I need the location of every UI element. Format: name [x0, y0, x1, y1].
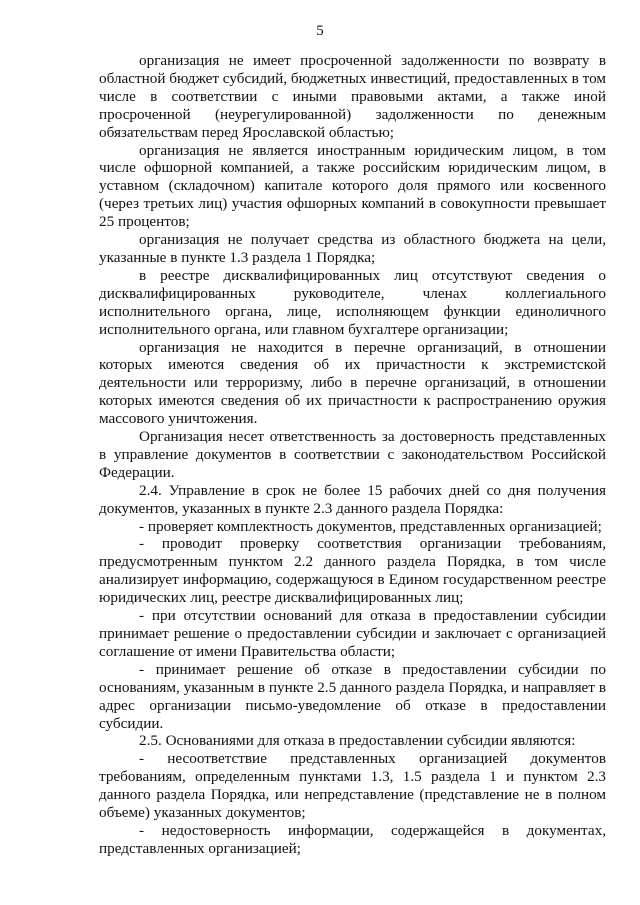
list-item-check-completeness: - проверяет комплектность документов, представленных организацией; [139, 517, 602, 535]
list-item-noncompliance: - несоответствие представленных организацией документов требованиям, определенным пунктами 1.3, 1.5 раздела 1 и пунктом 2.3 данного раздела Порядка, или непредставление (представление не в полном объеме) указанных документов; [99, 750, 606, 822]
list-item-check-compliance: - проводит проверку соответствия организации требованиям, предусмотренным пунктом 2.2 данного раздела Порядка, в том числе анализирует информацию, содержащуюся в Едином государственном реестре юридических лиц, реестре дисквалифицированных лиц; [99, 535, 606, 607]
paragraph-debt-condition: организация не имеет просроченной задолженности по возврату в областной бюджет субсидий, бюджетных инвестиций, предоставленных в том числе в соответствии с иными правовыми актами, а также иной просроченной (неурегулированной) задолженности по денежным обязательствам перед Ярославской областью; [99, 52, 606, 141]
paragraph-offshore-condition: организация не является иностранным юридическим лицом, в том числе офшорной компанией, а также российским юридическим лицом, в уставном (складочном) капитале которого доля прямого или косвенного (через третьих лиц) участия офшорных компаний в совокупности превышает 25 процентов; [99, 141, 606, 231]
page-number: 5 [316, 23, 324, 39]
list-item-refusal-decision: - принимает решение об отказе в предоставлении субсидии по основаниям, указанным в пункте 2.5 данного раздела Порядка, и направляет в адрес организации письмо-уведомление об отказе в предоставлении субсидии. [99, 660, 606, 732]
paragraph-budget-funds-condition: организация не получает средства из областного бюджета на цели, указанные в пункте 1.3 раздела 1 Порядка; [99, 231, 606, 266]
document-body [99, 52, 606, 858]
paragraph-clause-2-4: 2.4. Управление в срок не более 15 рабочих дней со дня получения документов, указанных в пункте 2.3 данного раздела Порядка: [99, 481, 606, 517]
paragraph-extremism-list: организация не находится в перечне организаций, в отношении которых имеются сведения об их причастности к экстремистской деятельности или терроризму, либо в перечне организаций, в отношении которых имеются сведения об их причастности к распространению оружия массового уничтожения. [99, 338, 606, 428]
paragraph-clause-2-5: 2.5. Основаниями для отказа в предоставлении субсидии являются: [139, 732, 576, 750]
list-item-unreliable-info: - недостоверность информации, содержащейся в документах, представленных организацией; [99, 821, 606, 857]
paragraph-responsibility: Организация несет ответственность за достоверность представленных в управление документов в соответствии с законодательством Российской Федерации. [99, 428, 606, 481]
paragraph-disqualified-registry: в реестре дисквалифицированных лиц отсутствуют сведения о дисквалифицированных руководителе, членах коллегиального исполнительного органа, лице, исполняющем функции единоличного исполнительного органа, или главном бухгалтере организации; [99, 266, 606, 338]
list-item-grant-decision: - при отсутствии оснований для отказа в предоставлении субсидии принимает решение о предоставлении субсидии и заключает с организацией соглашение от имени Правительства области; [99, 607, 606, 660]
